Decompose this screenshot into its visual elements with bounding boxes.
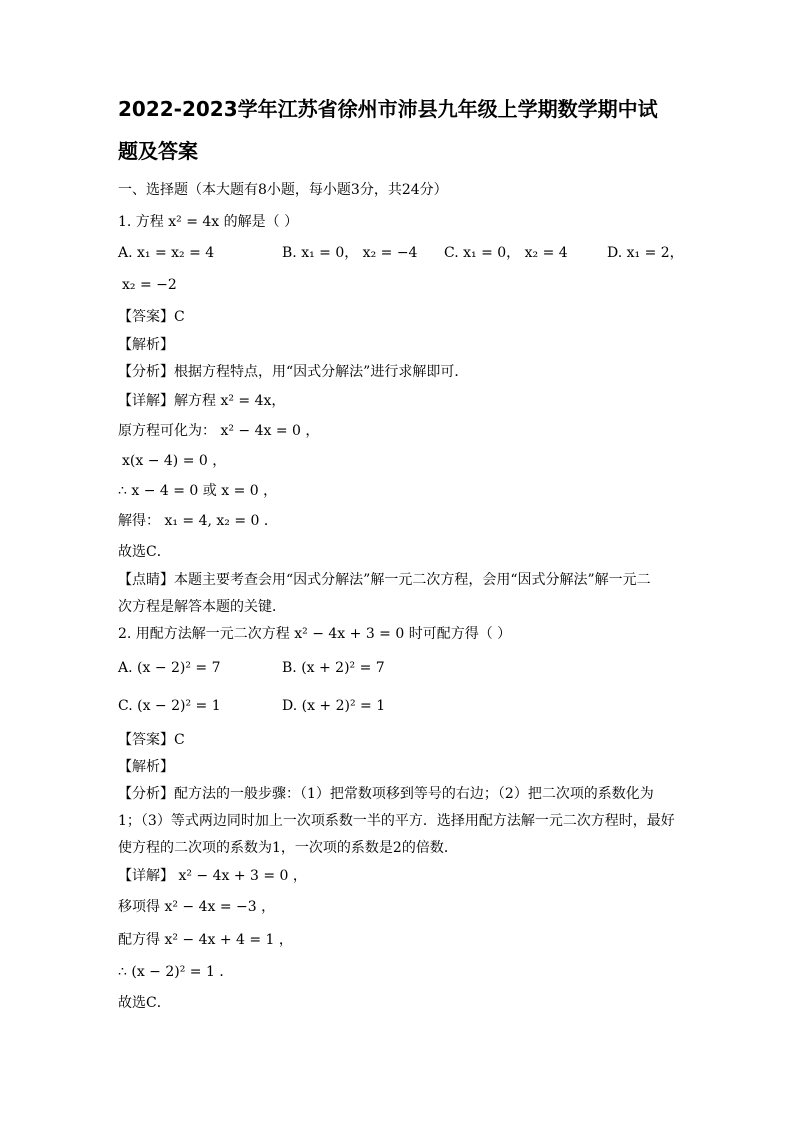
q1-comment-line2: 次方程是解答本题的关键．: [118, 599, 286, 615]
q2-answer: 【答案】C: [118, 732, 185, 748]
doc-title-line1: 2022-2023学年江苏省徐州市沛县九年级上学期数学期中试: [118, 97, 658, 121]
q1-comment-line1: 【点睛】本题主要考查会用“因式分解法”解一元二次方程，会用“因式分解法”解一元二: [118, 572, 651, 588]
q1-choose: 故选C．: [118, 544, 171, 560]
q2-step-1: 移项得 x² − 4x = −3 ，: [118, 899, 276, 915]
q2-option-d: D. (x + 2)² = 1: [282, 698, 386, 714]
q1-step-4: 解得： x₁ = 4, x₂ = 0 ．: [118, 513, 278, 529]
q1-option-a: A. x₁ = x₂ = 4: [118, 245, 215, 261]
doc-title-line2: 题及答案: [118, 139, 198, 163]
q2-analysis-label: 【解析】: [118, 759, 174, 775]
q2-analysis-line3: 使方程的二次项的系数为1，一次项的系数是2的倍数．: [118, 840, 458, 856]
q2-step-3: ∴ (x − 2)² = 1 ．: [118, 964, 234, 980]
q2-detail: 【详解】 x² − 4x + 3 = 0 ，: [118, 868, 307, 884]
q1-analysis-label: 【解析】: [118, 337, 174, 353]
q2-option-a: A. (x − 2)² = 7: [118, 660, 221, 676]
q1-stem: 1. 方程 x² = 4x 的解是（ ）: [118, 214, 299, 230]
q1-analysis: 【分析】根据方程特点，用“因式分解法”进行求解即可．: [118, 364, 469, 380]
q1-step-3: ∴ x − 4 = 0 或 x = 0 ，: [118, 483, 278, 499]
q2-stem: 2. 用配方法解一元二次方程 x² − 4x + 3 = 0 时可配方得（ ）: [118, 626, 512, 642]
q1-detail: 【详解】解方程 x² = 4x，: [118, 393, 286, 409]
q2-step-2: 配方得 x² − 4x + 4 = 1 ，: [118, 932, 293, 948]
q2-option-b: B. (x + 2)² = 7: [282, 660, 385, 676]
q2-choose: 故选C．: [118, 995, 171, 1011]
q1-answer: 【答案】C: [118, 309, 185, 325]
q1-option-d-cont: x₂ = −2: [122, 277, 177, 293]
section-heading: 一、选择题（本大题有8小题，每小题3分，共24分）: [118, 182, 448, 198]
q1-step-2: x(x − 4) = 0 ，: [122, 453, 227, 469]
q1-option-b: B. x₁ = 0， x₂ = −4: [282, 245, 418, 261]
q1-step-1: 原方程可化为： x² − 4x = 0 ，: [118, 423, 320, 439]
q1-option-c: C. x₁ = 0， x₂ = 4: [444, 245, 568, 261]
q2-analysis-line2: 1；（3）等式两边同时加上一次项系数一半的平方．选择用配方法解一元二次方程时，最好: [118, 813, 675, 829]
q2-analysis-line1: 【分析】配方法的一般步骤：（1）把常数项移到等号的右边；（2）把二次项的系数化为: [118, 786, 654, 802]
q2-option-c: C. (x − 2)² = 1: [118, 698, 221, 714]
q1-option-d: D. x₁ = 2，: [607, 245, 684, 261]
